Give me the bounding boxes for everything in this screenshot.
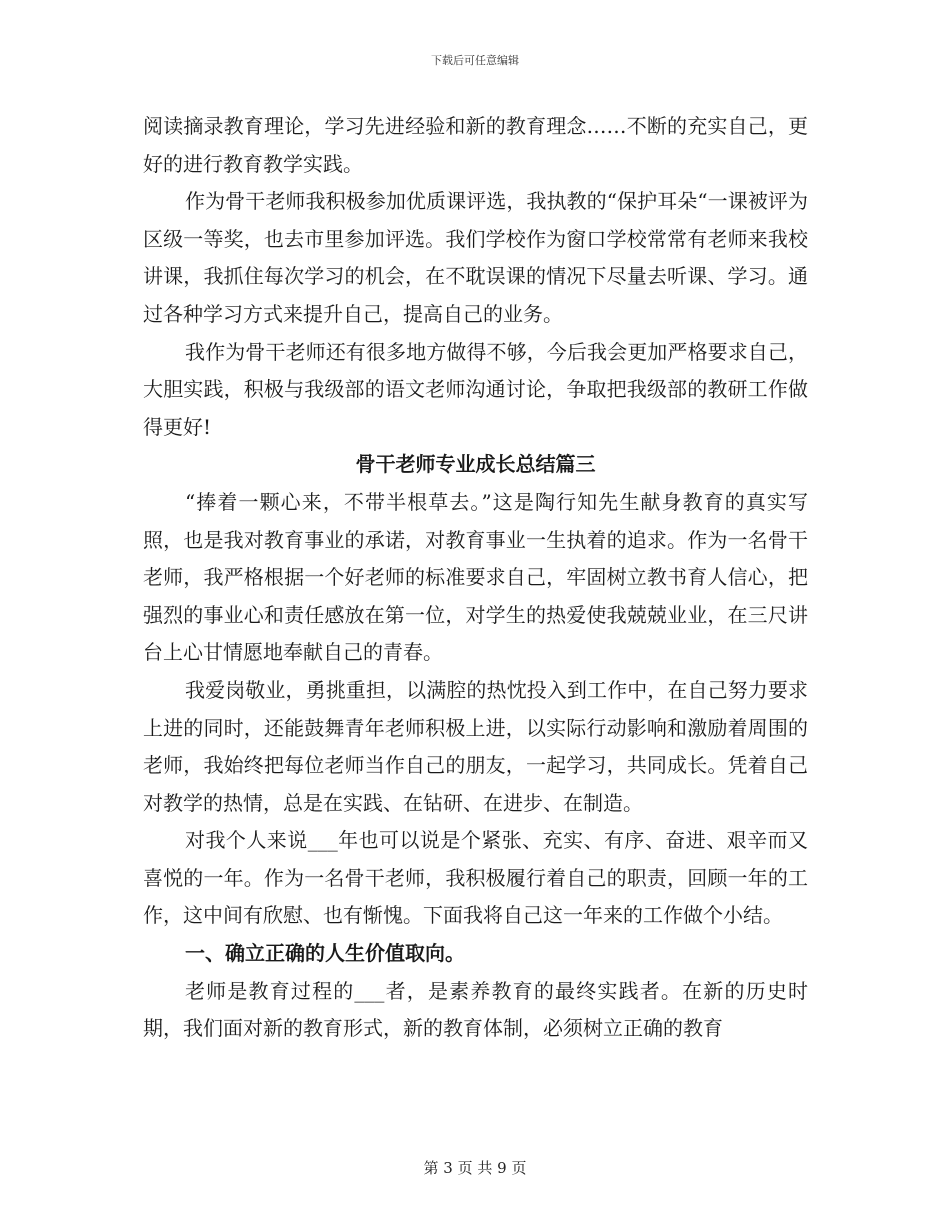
paragraph-3: 我作为骨干老师还有很多地方做得不够，今后我会更加严格要求自己，大胆实践，积极与我级部的语文老师沟通讨论，争取把我级部的教研工作做得更好! [143, 339, 808, 439]
section-title: 骨干老师专业成长总结篇三 [355, 452, 596, 477]
paragraph-6: 对我个人来说___年也可以说是个紧张、充实、有序、奋进、艰辛而又喜悦的一年。作为一名骨干老师，我积极履行着自己的职责，回顾一年的工作，这中间有欣慰、也有惭愧。下面我将自己这一年来的工作做个小结。 [143, 828, 808, 928]
subheading-1: 一、确立正确的人生价值取向。 [185, 941, 465, 966]
document-body [143, 108, 808, 1048]
page-header: 下载后可任意编辑 [431, 54, 519, 67]
paragraph-4: “捧着一颗心来，不带半根草去。”这是陶行知先生献身教育的真实写照，也是我对教育事业的承诺，对教育事业一生执着的追求。作为一名骨干老师，我严格根据一个好老师的标准要求自己，牢固树立教书育人信心，把强烈的事业心和责任感放在第一位，对学生的热爱使我兢兢业业，在三尺讲台上心甘情愿地奉献自己的青春。 [143, 489, 808, 665]
paragraph-7: 老师是教育过程的___者，是素养教育的最终实践者。在新的历史时期，我们面对新的教育形式，新的教育体制，必须树立正确的教育 [143, 978, 808, 1041]
page-number: 第 3 页 共 9 页 [423, 1159, 527, 1177]
paragraph-5: 我爱岗敬业，勇挑重担，以满腔的热忱投入到工作中，在自己努力要求上进的同时，还能鼓舞青年老师积极上进，以实际行动影响和激励着周围的老师，我始终把每位老师当作自己的朋友，一起学习，共同成长。凭着自己对教学的热情，总是在实践、在钻研、在进步、在制造。 [143, 677, 808, 815]
paragraph-2: 作为骨干老师我积极参加优质课评选，我执教的“保护耳朵“一课被评为区级一等奖，也去市里参加评选。我们学校作为窗口学校常常有老师来我校讲课，我抓住每次学习的机会，在不耽误课的情况下尽量去听课、学习。通过各种学习方式来提升自己，提高自己的业务。 [143, 189, 808, 326]
paragraph-1: 阅读摘录教育理论，学习先进经验和新的教育理念……不断的充实自己，更好的进行教育教学实践。 [143, 114, 808, 176]
